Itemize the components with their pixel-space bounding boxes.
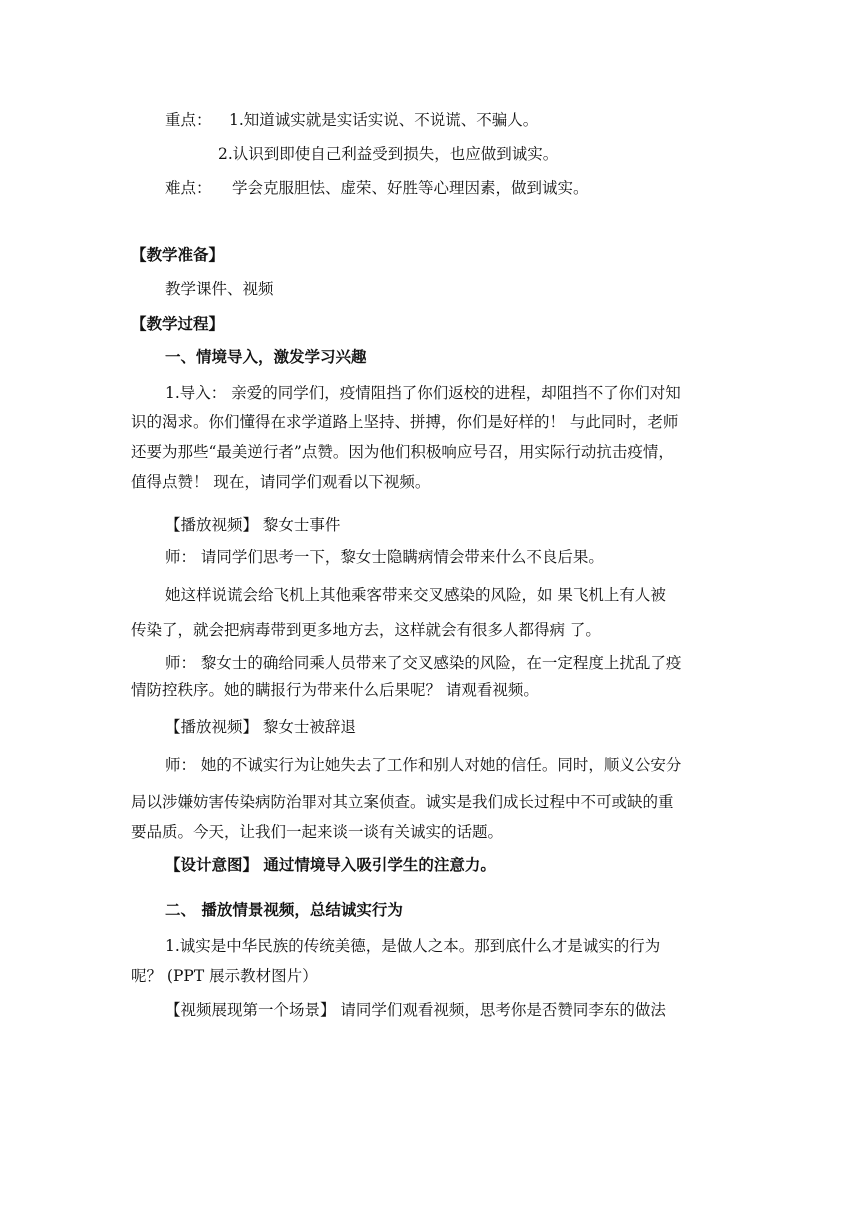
intro-line: 1.导入： 亲爱的同学们，疫情阻挡了你们返校的进程，却阻挡不了你们对知 <box>165 384 681 402</box>
process-heading: 【教学过程】 <box>131 315 225 333</box>
teacher-line-3: 要品质。今天，让我们一起来谈一谈有关诚实的话题。 <box>131 823 504 841</box>
teacher-question-1: 师： 请同学们思考一下，黎女士隐瞒病情会带来什么不良后果。 <box>165 548 604 566</box>
teacher-line-3: 师： 她的不诚实行为让她失去了工作和别人对她的信任。同时，顺义公安分 <box>165 756 682 774</box>
intro-line: 值得点赞！ 现在，请同学们观看以下视频。 <box>131 473 431 491</box>
answer-line: 她这样说谎会给飞机上其他乘客带来交叉感染的风险，如 果飞机上有人被 <box>165 586 666 604</box>
answer-line: 传染了，就会把病毒带到更多地方去，这样就会有很多人都得病 了。 <box>131 621 601 639</box>
scene-1-line: 【视频展现第一个场景】 请同学们观看视频，思考你是否赞同李东的做法 <box>165 1001 666 1019</box>
section2-line: 1.诚实是中华民族的传统美德，是做人之本。那到底什么才是诚实的行为 <box>165 937 661 955</box>
difficult-point-label: 难点： <box>165 179 212 197</box>
teacher-line-3: 局以涉嫌妨害传染病防治罪对其立案侦查。诚实是我们成长过程中不可或缺的重 <box>131 793 674 811</box>
difficult-point-text: 学会克服胆怯、虚荣、好胜等心理因素，做到诚实。 <box>232 179 589 197</box>
section2-line: 呢？ (PPT 展示教材图片） <box>131 967 318 985</box>
section1-heading: 一、情境导入，激发学习兴趣 <box>165 348 367 366</box>
video-2-line: 【播放视频】 黎女士被辞退 <box>165 718 356 736</box>
key-point-item-2: 2.认识到即使自己利益受到损失，也应做到诚实。 <box>218 145 559 163</box>
teacher-line-2: 情防控秩序。她的瞒报行为带来什么后果呢？ 请观看视频。 <box>131 681 539 699</box>
video-1-line: 【播放视频】 黎女士事件 <box>165 516 341 534</box>
design-intent: 【设计意图】 通过情境导入吸引学生的注意力。 <box>165 856 496 874</box>
intro-line: 还要为那些“最美逆行者”点赞。因为他们积极响应号召，用实际行动抗击疫情， <box>131 443 674 461</box>
prep-heading: 【教学准备】 <box>131 246 225 264</box>
prep-text: 教学课件、视频 <box>165 280 274 298</box>
key-points-label: 重点： <box>165 111 212 129</box>
intro-line: 识的渴求。你们懂得在求学道路上坚持、拼搏，你们是好样的！ 与此同时，老师 <box>131 413 679 431</box>
key-point-item-1: 1.知道诚实就是实话实说、不说谎、不骗人。 <box>229 111 539 129</box>
section2-heading: 二、 播放情景视频，总结诚实行为 <box>165 901 403 919</box>
teacher-line-2: 师： 黎女士的确给同乘人员带来了交叉感染的风险，在一定程度上扰乱了疫 <box>165 654 682 672</box>
